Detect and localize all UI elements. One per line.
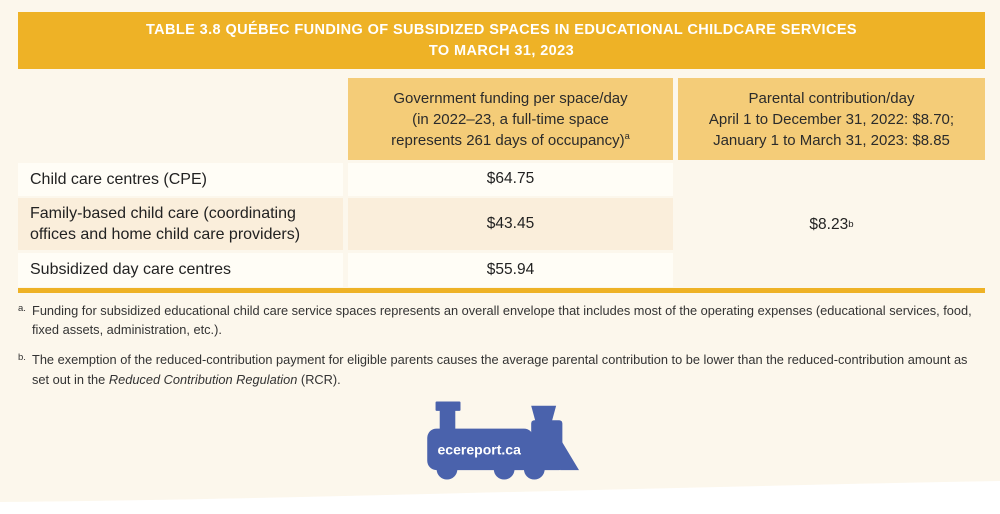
footnote-a (18, 301, 985, 339)
row-value-cpe: $64.75 (348, 163, 673, 196)
row-label-cpe: Child care centres (CPE) (18, 163, 343, 196)
col3-header-line2: April 1 to December 31, 2022: $8.70; (708, 110, 955, 128)
table-title-banner (18, 12, 985, 69)
col2-header-line3: represents 261 days of occupancy)$^a$ (391, 130, 630, 149)
col3-header-line1: Parental contribution/day (748, 89, 915, 107)
footnotes (18, 301, 985, 400)
footnote-b-marker: b. (18, 352, 26, 364)
train-icon (421, 399, 579, 481)
logo-text: ecereport.ca (437, 441, 521, 458)
footnote-a-marker: a. (18, 303, 26, 314)
footnote-a-text: Funding for subsidized educational child care service spaces represents an overall envelope that includes most of the operating expenses (educational services, food, fixed assets, administration, etc.). (32, 303, 972, 338)
table-title-line2: TO MARCH 31, 2023 (428, 42, 575, 59)
col3-header-line3: January 1 to March 31, 2023: $8.85 (713, 131, 950, 149)
column-header-government-funding (348, 78, 673, 160)
parental-contribution-value: $8.23 b (809, 215, 854, 233)
row-value-family-based: $43.45 (348, 198, 673, 250)
row-label-family-based: Family-based child care (coordinating offices and home child care providers) (18, 198, 343, 250)
row-label-subsidized-day-care: Subsidized day care centres (18, 253, 343, 287)
footnote-b (18, 350, 985, 388)
footnote-b-text: The exemption of the reduced-contribution payment for eligible parents causes the average parental contribution to be lower than the reduced-contribution amount as set out in the Reduced Contribution Regulation (RCR). (32, 352, 968, 387)
footnote-ref-a: a (624, 130, 630, 141)
col2-header-line1: Government funding per space/day (393, 89, 628, 107)
table-title-line1: TABLE 3.8 QUÉBEC FUNDING OF SUBSIDIZED SPACES IN EDUCATIONAL CHILDCARE SERVICES (145, 21, 858, 38)
divider-rule (18, 288, 985, 293)
row-value-subsidized-day-care: $55.94 (348, 253, 673, 287)
bottom-edge-decoration (0, 474, 1000, 514)
funding-table (18, 78, 985, 287)
col2-header-line2: (in 2022–23, a full-time space (412, 110, 609, 128)
column-header-parental-contribution (678, 78, 985, 160)
ecereport-logo (421, 399, 579, 481)
